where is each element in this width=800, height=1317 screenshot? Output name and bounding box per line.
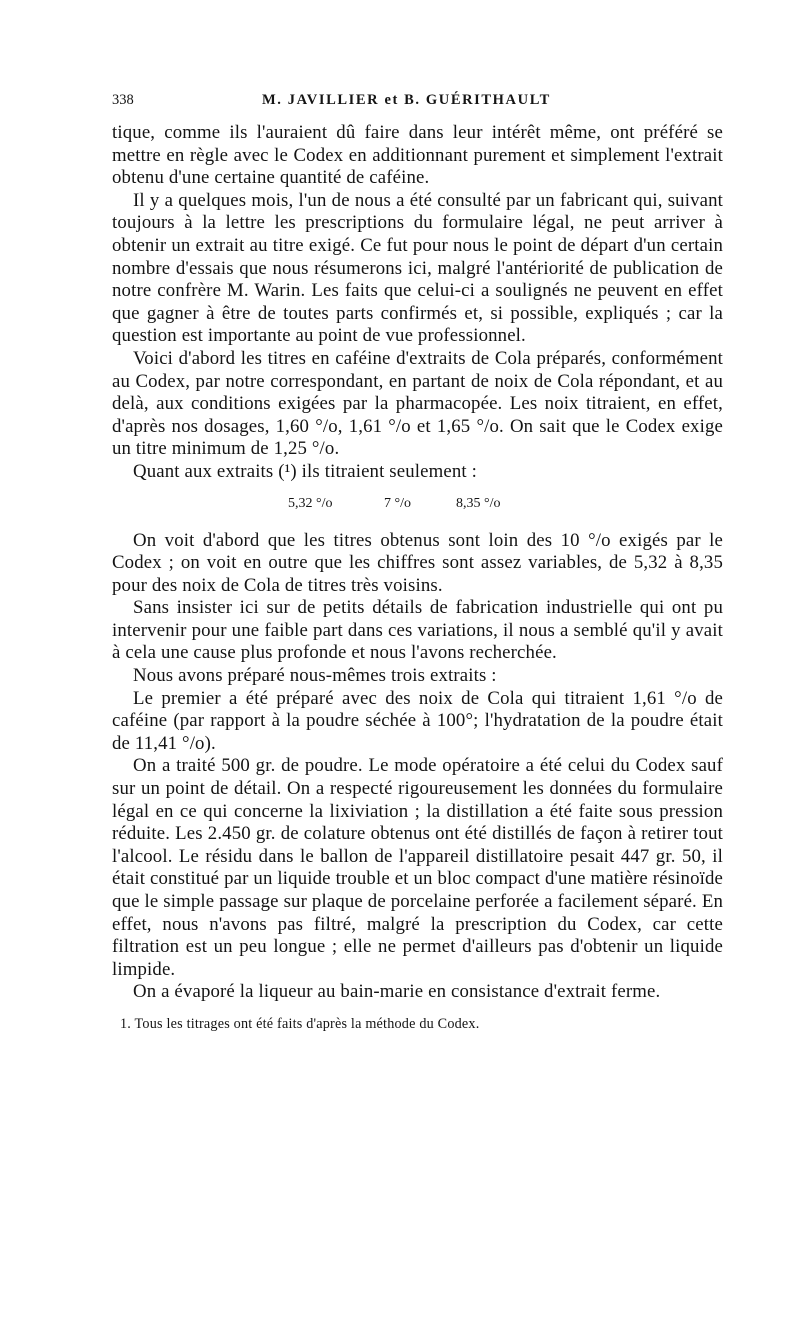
paragraph-variations: Sans insister ici sur de petits détails de fabrication industrielle qui ont pu intervenir pour une faible part dans ces variations, il nous a semblé qu'il y avait à cela une cause plus profonde et nous l'avons recherchée. (112, 597, 723, 664)
paragraph-evaporation: On a évaporé la liqueur au bain-marie en consistance d'extrait ferme. (133, 981, 661, 1003)
body-text (112, 122, 723, 1004)
caffeine-values (288, 484, 723, 530)
paragraph-continuation: tique, comme ils l'auraient dû faire dans leur intérêt même, ont préféré se mettre en règle avec le Codex en additionnant purement et simplement l'extrait obtenu d'une certaine quantité de caféine. (112, 122, 723, 189)
paragraph-three-extracts: Nous avons préparé nous-mêmes trois extraits : (133, 665, 497, 687)
paragraph-manufacturer: Il y a quelques mois, l'un de nous a été consulté par un fabricant qui, suivant toujours à la lettre les prescriptions du formulaire légal, ne peut arriver à obtenir un extrait au titre exigé. Ce fut pour nous le point de départ d'un certain nombre d'essais que nous résumerons ici, malgré l'antériorité de publication de notre confrère M. Warin. Les faits que celui-ci a soulignés ne peuvent en effet que gagner à être de toutes parts confirmés et, si possible, expliqués ; car la question est importante au point de vue professionnel. (112, 189, 723, 347)
paragraph-procedure: On a traité 500 gr. de poudre. Le mode opératoire a été celui du Codex sauf sur un point de détail. On a respecté rigoureusement les données du formulaire légal en ce qui concerne la lixiviation ; la distillation a été faite sous pression réduite. Les 2.450 gr. de colature obtenus ont été distillés de façon à retirer tout l'alcool. Le résidu dans le ballon de l'appareil distillatoire pesait 447 gr. 50, il était constitué par un liquide trouble et un bloc compact d'une matière résinoïde que le simple passage sur plaque de porcelaine perforée a facilement séparé. En effet, nous n'avons pas filtré, malgré la prescription du Codex, car cette filtration est un peu longue ; elle ne permet d'ailleurs pas d'obtenir un liquide limpide. (112, 755, 723, 980)
paragraph-titres: Voici d'abord les titres en caféine d'extraits de Cola préparés, conformément au Codex, par notre correspondant, en partant de noix de Cola répondant, et au delà, aux conditions exigées par la pharmacopée. Les noix titraient, en effet, d'après nos dosages, 1,60 °/o, 1,61 °/o et 1,65 °/o. On sait que le Codex exige un titre minimum de 1,25 °/o. (112, 347, 723, 460)
page (112, 92, 723, 1034)
paragraph-observations: On voit d'abord que les titres obtenus sont loin des 10 °/o exigés par le Codex ; on voit en outre que les chiffres sont assez variables, de 5,32 à 8,35 pour des noix de Cola de titres très voisins. (112, 529, 723, 596)
running-title: M. JAVILLIER et B. GUÉRITHAULT (262, 92, 551, 108)
footnote: 1. Tous les titrages ont été faits d'après la méthode du Codex. (120, 1015, 480, 1032)
value-item: 7 °/o (384, 495, 411, 511)
value-item: 5,32 °/o (288, 495, 333, 511)
running-header (112, 92, 723, 118)
value-item: 8,35 °/o (456, 495, 501, 511)
paragraph-extraits: Quant aux extraits (¹) ils titraient seulement : (133, 460, 478, 482)
page-number: 338 (112, 92, 134, 108)
paragraph-first-extract: Le premier a été préparé avec des noix de Cola qui titraient 1,61 °/o de caféine (par rapport à la poudre séchée à 100°; l'hydratation de la poudre était de 11,41 °/o). (112, 687, 723, 754)
